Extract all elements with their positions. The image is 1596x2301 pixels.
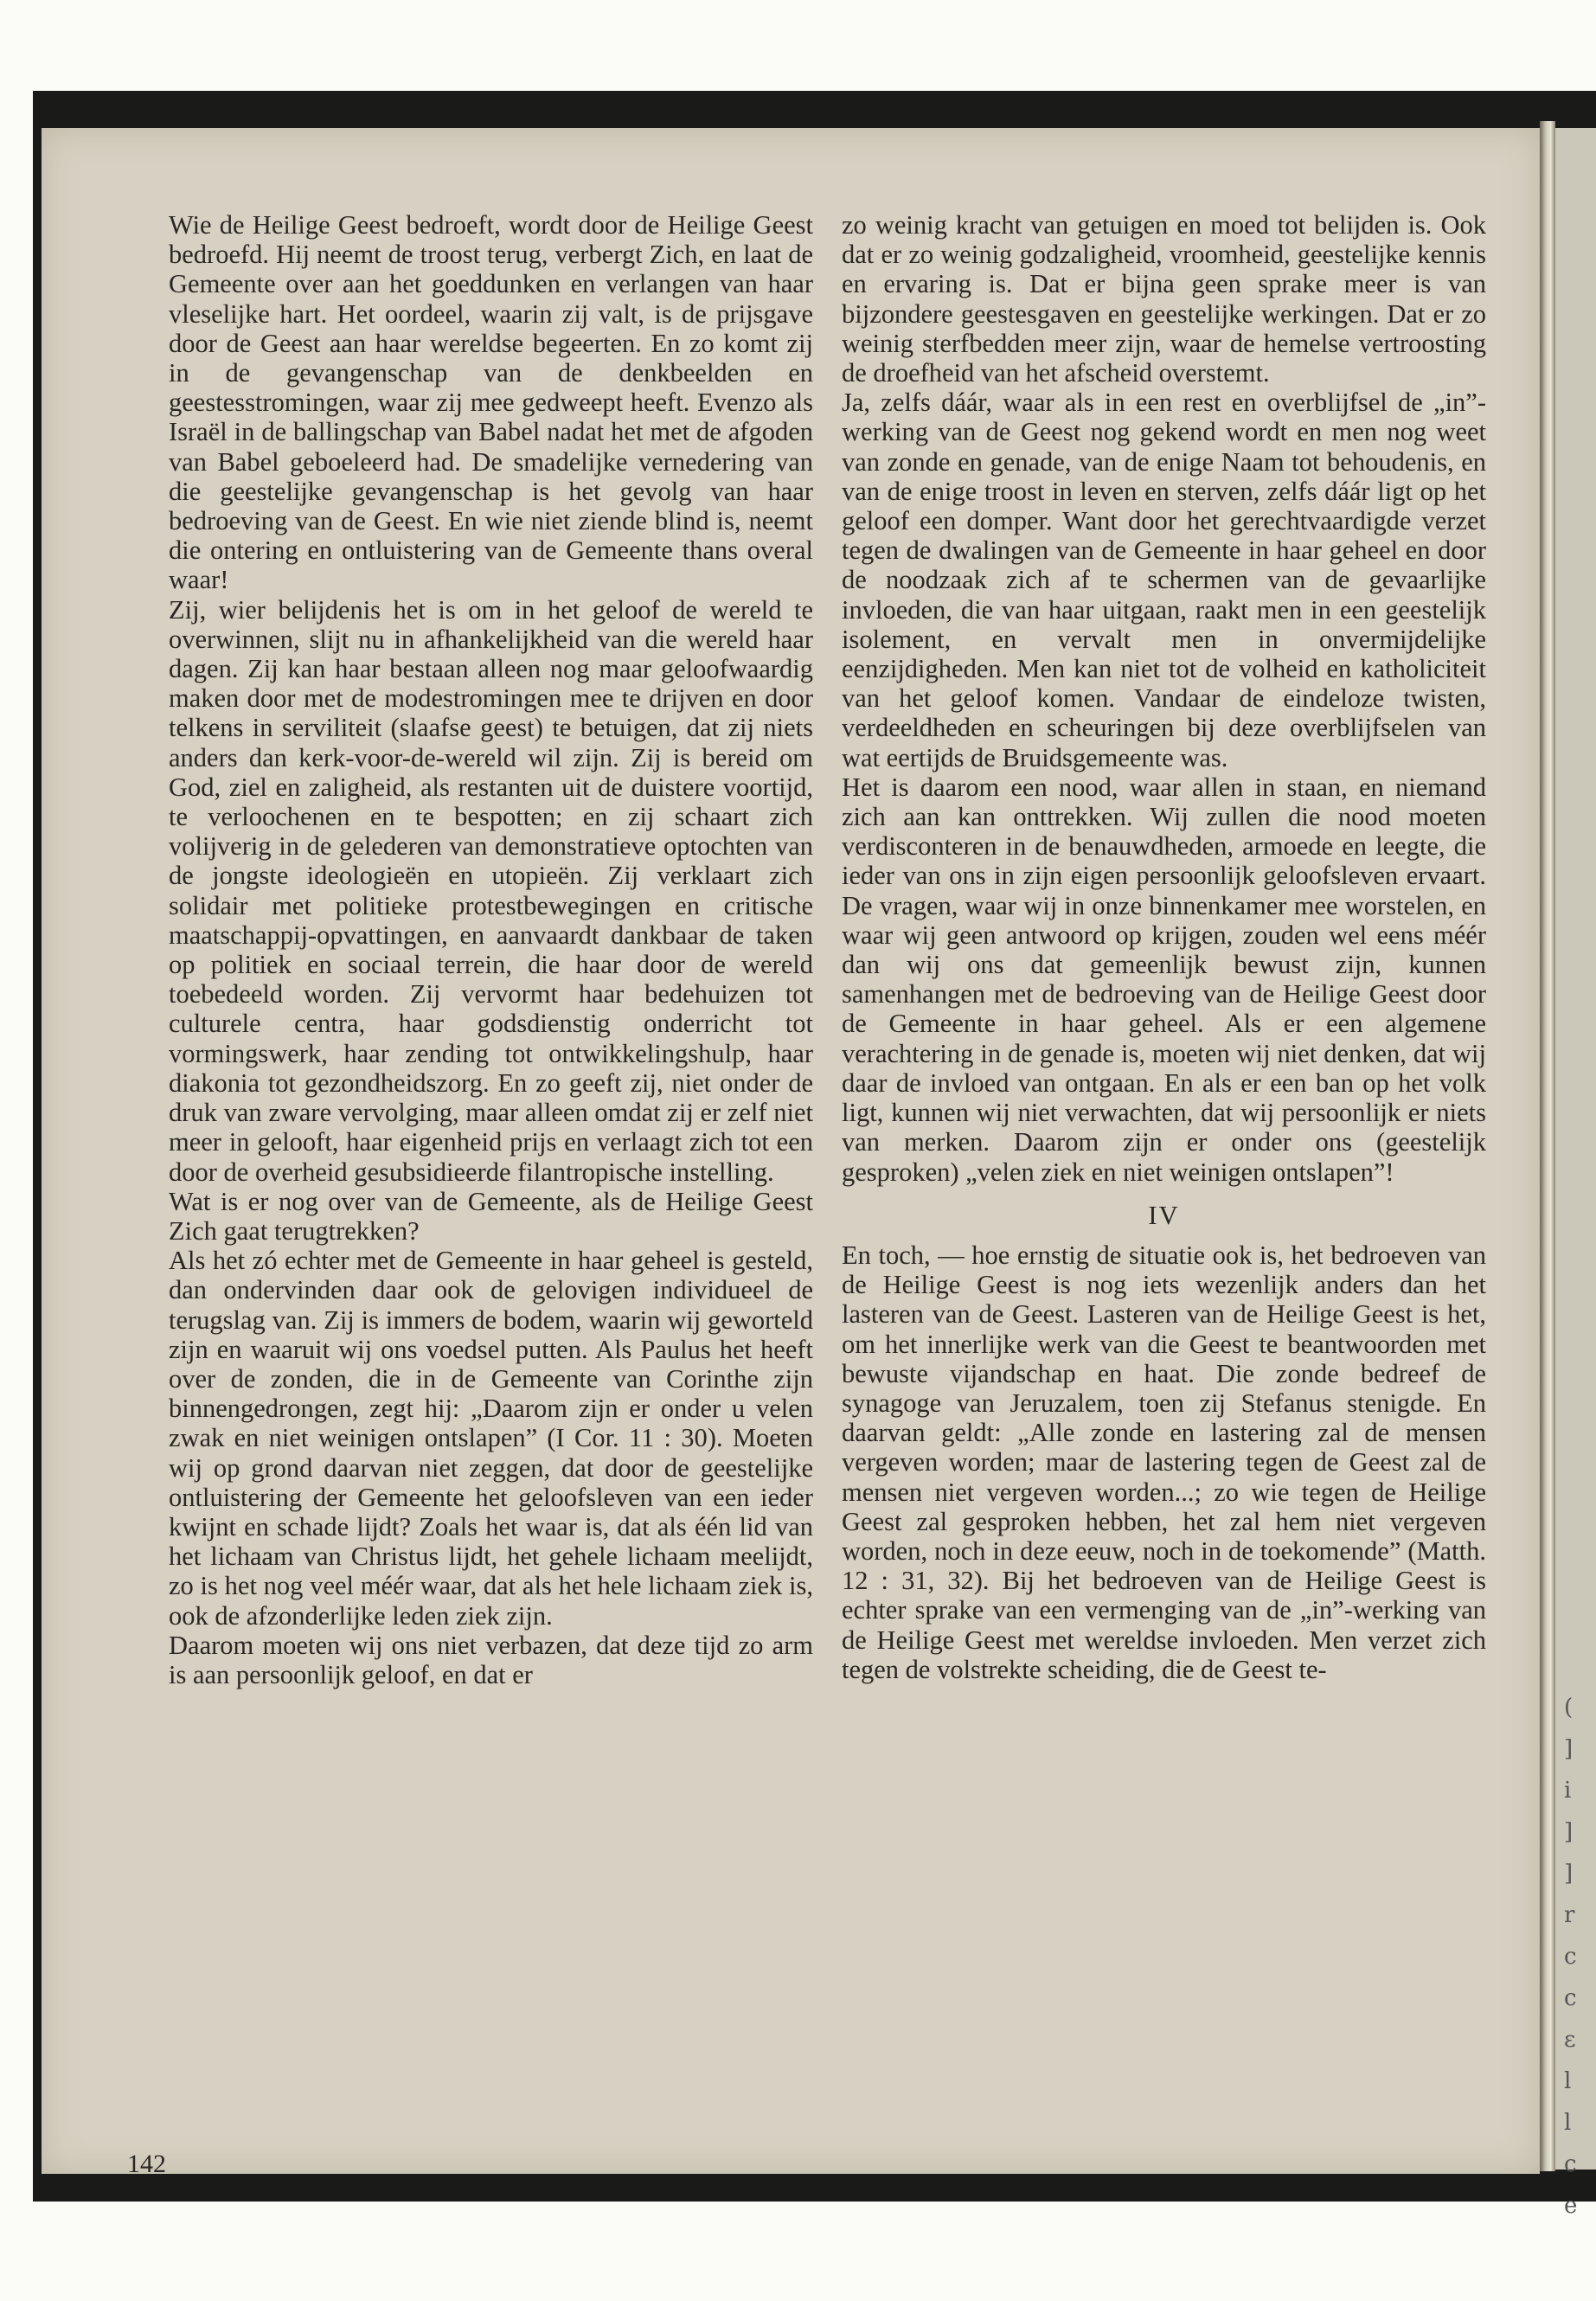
paragraph: Als het zó echter met de Gemeente in haar geheel is gesteld, dan ondervinden daar ook de gelovigen individueel de terugslag van. Zij is immers de bodem, waarin wij geworteld zijn en waaruit wij ons voedsel putten. Als Paulus het heeft over de zonden, die in de Gemeente van Corinthe zijn binnengedrongen, zegt hij: „Daarom zijn er onder u velen zwak en niet weinigen ontslapen” (I Cor. 11 : 30). Moeten wij op grond daarvan niet zeggen, dat door de geestelijke ontluistering der Gemeente het geloofsleven van een ieder kwijnt en schade lijdt? Zoals het waar is, dat als één lid van het lichaam van Christus lijdt, het gehele lichaam meelijdt, zo is het nog veel méér waar, dat als het hele lichaam ziek is, ook de afzonderlijke leden ziek zijn. (169, 1246, 813, 1631)
page-fold-edge (1540, 121, 1555, 2171)
paragraph: Ja, zelfs dáár, waar als in een rest en overblijfsel de „in”-werking van de Geest nog gekend wordt en men nog weet van zonde en genade, van de enige Naam tot behoudenis, en van de enige troost in leven en sterven, zelfs dáár ligt op het geloof een domper. Want door het gerechtvaardigde verzet tegen de dwalingen van de Gemeente in haar geheel en door de noodzaak zich af te schermen van de gevaarlijke invloeden, die van haar uitgaan, raakt men in een geestelijk isolement, en vervalt men in onvermijdelijke eenzijdigheden. Men kan niet tot de volheid en katholiciteit van het geloof komen. Vandaar de eindeloze twisten, verdeeldheden en scheuringen bij deze overblijfselen van wat eertijds de Bruidsgemeente was. (842, 388, 1486, 772)
paragraph: Zij, wier belijdenis het is om in het geloof de wereld te overwinnen, slijt nu in afhankelijkheid van die wereld haar dagen. Zij kan haar bestaan alleen nog maar geloofwaardig maken door met de modestromingen mee te drijven en door telkens in serviliteit (slaafse geest) te betuigen, dat zij niets anders dan kerk-voor-de-wereld wil zijn. Zij is bereid om God, ziel en zaligheid, als restanten uit de duistere voortijd, te verloochenen en te bespotten; en zij schaart zich volijverig in de gelederen van demonstratieve optochten van de jongste ideologieën en utopieën. Zij verklaart zich solidair met politieke protestbewegingen en critische maatschappij-opvattingen, en aanvaardt dankbaar de taken op politiek en sociaal terrein, die haar door de wereld toebedeeld worden. Zij vervormt haar bedehuizen tot culturele centra, haar godsdienstig onderricht tot vormingswerk, haar zending tot ontwikkelingshulp, haar diakonia tot gezondheidszorg. En zo geeft zij, niet onder de druk van zware vervolging, maar alleen omdat zij er zelf niet meer in gelooft, haar eigenheid prijs en verlaagt zich tot een door de overheid gesubsidieerde filantropische instelling. (169, 594, 813, 1187)
left-column (169, 210, 813, 1689)
paragraph: zo weinig kracht van getuigen en moed tot belijden is. Ook dat er zo weinig godzaligheid, vroomheid, geestelijke kennis en ervaring is. Dat er bijna geen sprake meer is van bijzondere geestesgaven en geestelijke werkingen. Dat er zo weinig sterfbedden meer zijn, waar de hemelse vertroosting de droefheid van het afscheid overstemt. (842, 210, 1486, 388)
paragraph: Daarom moeten wij ons niet verbazen, dat deze tijd zo arm is aan persoonlijk geloof, en dat er (169, 1630, 813, 1689)
right-column (842, 210, 1486, 1684)
book-page (42, 128, 1540, 2174)
paragraph: Wie de Heilige Geest bedroeft, wordt door de Heilige Geest bedroefd. Hij neemt de troost terug, verbergt Zich, en laat de Gemeente over aan het goeddunken en verlangen van haar vleselijke hart. Het oordeel, waarin zij valt, is de prijsgave door de Geest aan haar wereldse begeerten. En zo komt zij in de gevangenschap van de denkbeelden en geestesstromingen, waar zij mee gedweept heeft. Evenzo als Israël in de ballingschap van Babel nadat het met de afgoden van Babel geboeleerd had. De smadelijke vernedering van die geestelijke gevangenschap is het gevolg van haar bedroeving van de Geest. En wie niet ziende blind is, neemt die ontering en ontluistering van de Gemeente thans overal waar! (169, 210, 813, 595)
paragraph: En toch, — hoe ernstig de situatie ook is, het bedroeven van de Heilige Geest is nog iets wezenlijk anders dan het lasteren van de Geest. Lasteren van de Heilige Geest is het, om het innerlijke werk van die Geest te beantwoorden met bewuste vijandschap en haat. Die zonde bedreef de synagoge van Jeruzalem, toen zij Stefanus stenigde. En daarvan geldt: „Alle zonde en lastering zal de mensen vergeven worden; maar de lastering tegen de Geest zal de mensen niet vergeven worden...; zo wie tegen de Heilige Geest zal gesproken hebben, het zal hem niet vergeven worden, noch in deze eeuw, noch in de toekomende” (Matth. 12 : 31, 32). Bij het bedroeven van de Heilige Geest is echter sprake van een vermenging van de „in”-werking van de Heilige Geest met wereldse invloeden. Men verzet zich tegen de volstrekte scheiding, die de Geest te- (842, 1240, 1486, 1684)
adjacent-page-text: ( ] i ] ] r c c ε l l c e (1564, 1695, 1578, 2219)
page-number: 142 (127, 2150, 166, 2178)
paragraph: Het is daarom een nood, waar allen in staan, en niemand zich aan kan onttrekken. Wij zullen die nood moeten verdisconteren in de benauwdheden, armoede en leegte, die ieder van ons in zijn eigen persoonlijk geloofsleven ervaart. De vragen, waar wij in onze binnenkamer mee worstelen, en waar wij geen antwoord op krijgen, zouden wel eens méér dan wij ons dat gemeenlijk bewust zijn, kunnen samenhangen met de bedroeving van de Heilige Geest door de Gemeente in haar geheel. Als er een algemene verachtering in de genade is, moeten wij niet denken, dat wij daar de invloed van ontgaan. En als er een ban op het volk ligt, kunnen wij niet verwachten, dat wij persoonlijk er niets van merken. Daarom zijn er onder ons (geestelijk gesproken) „velen ziek en niet weinigen ontslapen”! (842, 772, 1486, 1187)
paragraph: Wat is er nog over van de Gemeente, als de Heilige Geest Zich gaat terugtrekken? (169, 1186, 813, 1246)
section-heading: IV (1148, 1200, 1180, 1230)
